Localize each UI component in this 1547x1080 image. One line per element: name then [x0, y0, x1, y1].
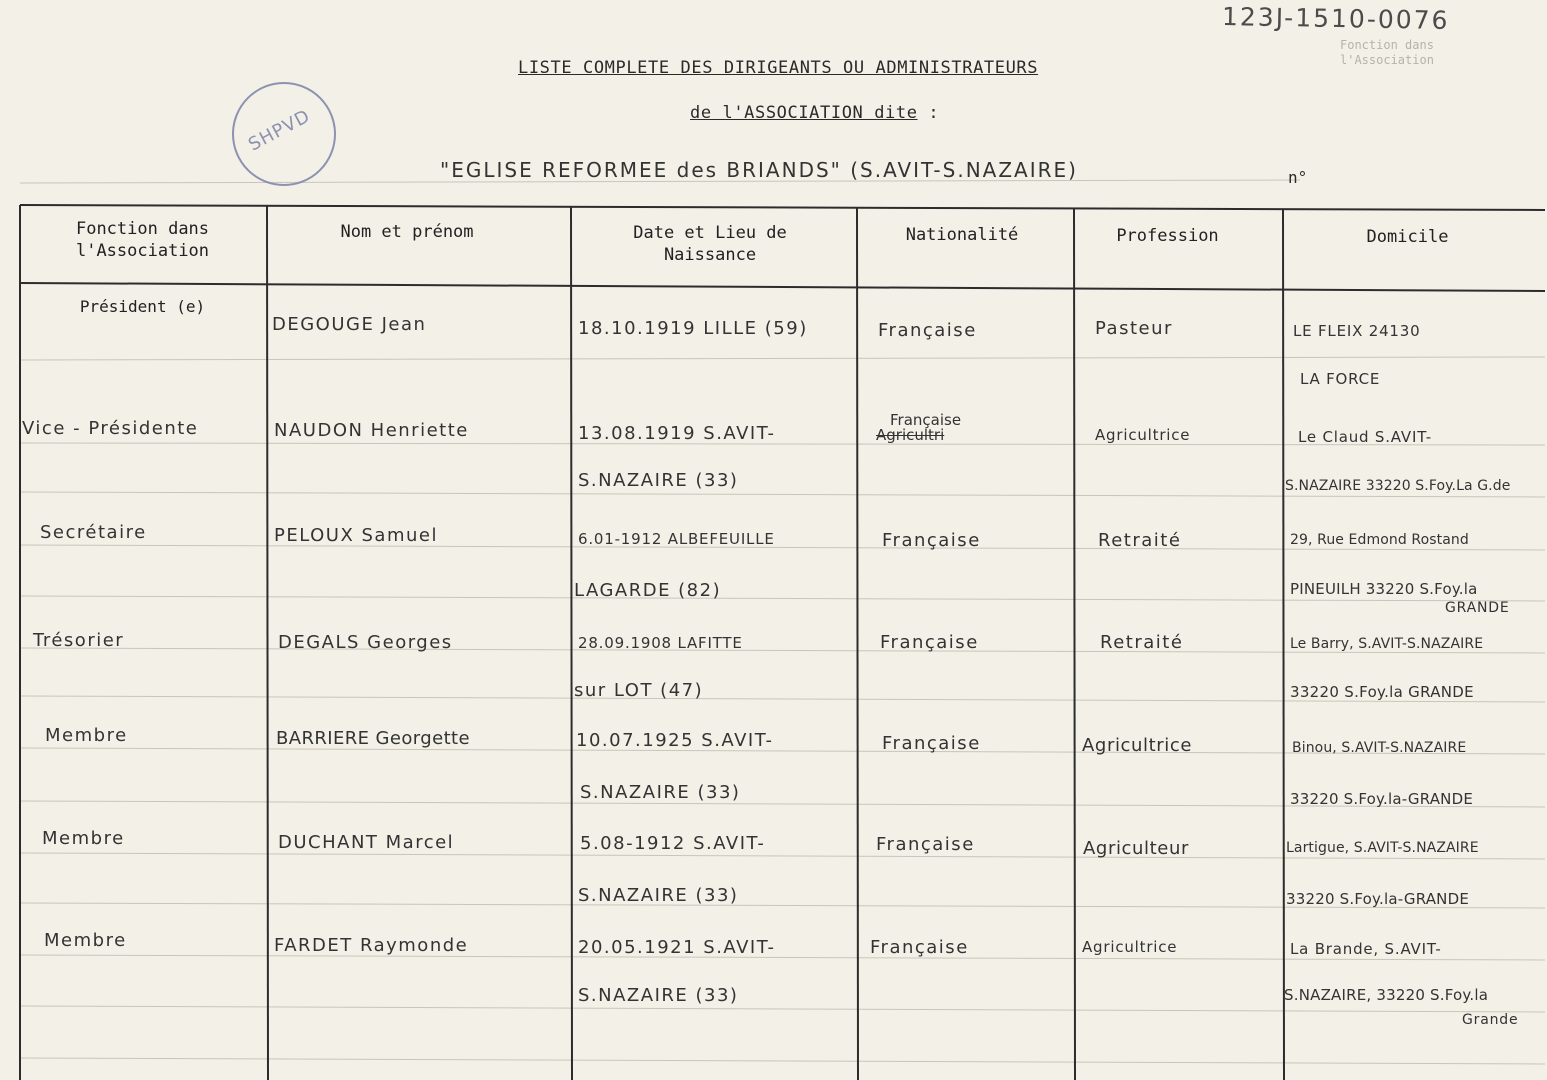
- row-2-nom: PELOUX Samuel: [274, 525, 438, 546]
- row-6-domicile-1: La Brande, S.AVIT-: [1290, 940, 1442, 958]
- number-label: n°: [1288, 168, 1308, 187]
- row-5-nom: DUCHANT Marcel: [278, 832, 455, 853]
- row-2-domicile-3: GRANDE: [1445, 600, 1510, 616]
- row-6-domicile-2: S.NAZAIRE, 33220 S.Foy.la: [1284, 986, 1489, 1004]
- row-3-date-1: 28.09.1908 LAFITTE: [578, 634, 743, 652]
- circular-stamp: [232, 82, 336, 186]
- row-5-fonction: Membre: [42, 828, 125, 849]
- row-1-nationalite-struck: Agricultri: [876, 426, 945, 444]
- row-6-domicile-3: Grande: [1462, 1012, 1519, 1028]
- row-2-fonction: Secrétaire: [40, 522, 147, 543]
- row-3-profession: Retraité: [1100, 632, 1184, 653]
- row-1-fonction: Vice - Présidente: [22, 418, 199, 439]
- header-nom: Nom et prénom: [340, 222, 474, 242]
- row-6-profession: Agricultrice: [1082, 938, 1178, 956]
- document-title: LISTE COMPLETE DES DIRIGEANTS OU ADMINISTRATEURS: [518, 58, 1039, 78]
- row-4-nationalite: Française: [882, 733, 981, 754]
- row-3-domicile-1: Le Barry, S.AVIT-S.NAZAIRE: [1290, 636, 1484, 652]
- row-2-date-2: LAGARDE (82): [574, 580, 722, 601]
- row-3-nationalite: Française: [880, 632, 979, 653]
- row-5-domicile-1: Lartigue, S.AVIT-S.NAZAIRE: [1286, 840, 1479, 856]
- header-domicile: Domicile: [1366, 227, 1449, 247]
- row-4-domicile-2: 33220 S.Foy.la-GRANDE: [1290, 790, 1474, 808]
- row-3-domicile-2: 33220 S.Foy.la GRANDE: [1290, 683, 1474, 701]
- row-4-date-1: 10.07.1925 S.AVIT-: [576, 730, 774, 751]
- row-2-date-1: 6.01-1912 ALBEFEUILLE: [578, 530, 775, 548]
- row-1-date-2: S.NAZAIRE (33): [578, 470, 739, 491]
- header-date: Date et Lieu de Naissance: [633, 223, 787, 265]
- row-5-date-2: S.NAZAIRE (33): [578, 885, 739, 906]
- header-profession: Profession: [1116, 226, 1219, 246]
- bleed-through-text: Fonction dans l'Association: [1340, 38, 1434, 67]
- row-5-profession: Agriculteur: [1083, 838, 1189, 859]
- archive-reference: 123J-1510-0076: [1221, 2, 1450, 35]
- row-1-nationalite: Française: [890, 411, 962, 429]
- stamp-text: SHPVD: [244, 105, 315, 156]
- row-3-fonction: Trésorier: [33, 630, 125, 651]
- row-5-date-1: 5.08-1912 S.AVIT-: [580, 833, 766, 854]
- row-0-domicile-1: LE FLEIX 24130: [1293, 322, 1421, 340]
- document-subtitle: [690, 103, 939, 123]
- row-0-fonction: Président (e): [79, 297, 206, 316]
- row-1-date-1: 13.08.1919 S.AVIT-: [578, 423, 776, 444]
- row-1-profession: Agricultrice: [1095, 426, 1191, 444]
- row-5-nationalite: Française: [876, 834, 975, 855]
- header-nationalite: Nationalité: [905, 225, 1019, 245]
- row-4-fonction: Membre: [45, 725, 128, 746]
- row-0-date: 18.10.1919 LILLE (59): [578, 318, 808, 339]
- row-2-profession: Retraité: [1098, 530, 1182, 551]
- row-4-nom: BARRIERE Georgette: [276, 728, 470, 749]
- header-fonction: Fonction dans l'Association: [75, 219, 210, 261]
- row-4-profession: Agricultrice: [1082, 735, 1193, 756]
- row-4-date-2: S.NAZAIRE (33): [580, 782, 741, 803]
- association-name: "EGLISE REFORMEE des BRIANDS" (S.AVIT-S.NAZAIRE): [440, 158, 1078, 182]
- row-4-domicile-1: Binou, S.AVIT-S.NAZAIRE: [1292, 740, 1467, 756]
- row-1-domicile-2: S.NAZAIRE 33220 S.Foy.La G.de: [1285, 478, 1511, 494]
- row-2-nationalite: Française: [882, 530, 981, 551]
- row-0-nom: DEGOUGE Jean: [272, 314, 427, 335]
- row-6-date-1: 20.05.1921 S.AVIT-: [578, 937, 776, 958]
- row-6-date-2: S.NAZAIRE (33): [578, 985, 739, 1006]
- subtitle-colon: :: [917, 103, 940, 123]
- row-1-nom: NAUDON Henriette: [274, 420, 469, 441]
- row-3-date-2: sur LOT (47): [574, 680, 704, 701]
- subtitle-text: de l'ASSOCIATION dite: [690, 103, 918, 123]
- row-3-nom: DEGALS Georges: [278, 632, 453, 653]
- row-1-domicile-1: Le Claud S.AVIT-: [1298, 428, 1432, 446]
- row-2-domicile-1: 29, Rue Edmond Rostand: [1290, 532, 1469, 548]
- row-0-domicile-2: LA FORCE: [1300, 370, 1381, 388]
- row-0-profession: Pasteur: [1095, 318, 1173, 339]
- row-2-domicile-2: PINEUILH 33220 S.Foy.la: [1290, 580, 1478, 598]
- row-6-nom: FARDET Raymonde: [274, 935, 469, 956]
- row-6-fonction: Membre: [44, 930, 127, 951]
- row-6-nationalite: Française: [870, 937, 969, 958]
- row-0-nationalite: Française: [878, 320, 977, 341]
- row-5-domicile-2: 33220 S.Foy.la-GRANDE: [1286, 890, 1470, 908]
